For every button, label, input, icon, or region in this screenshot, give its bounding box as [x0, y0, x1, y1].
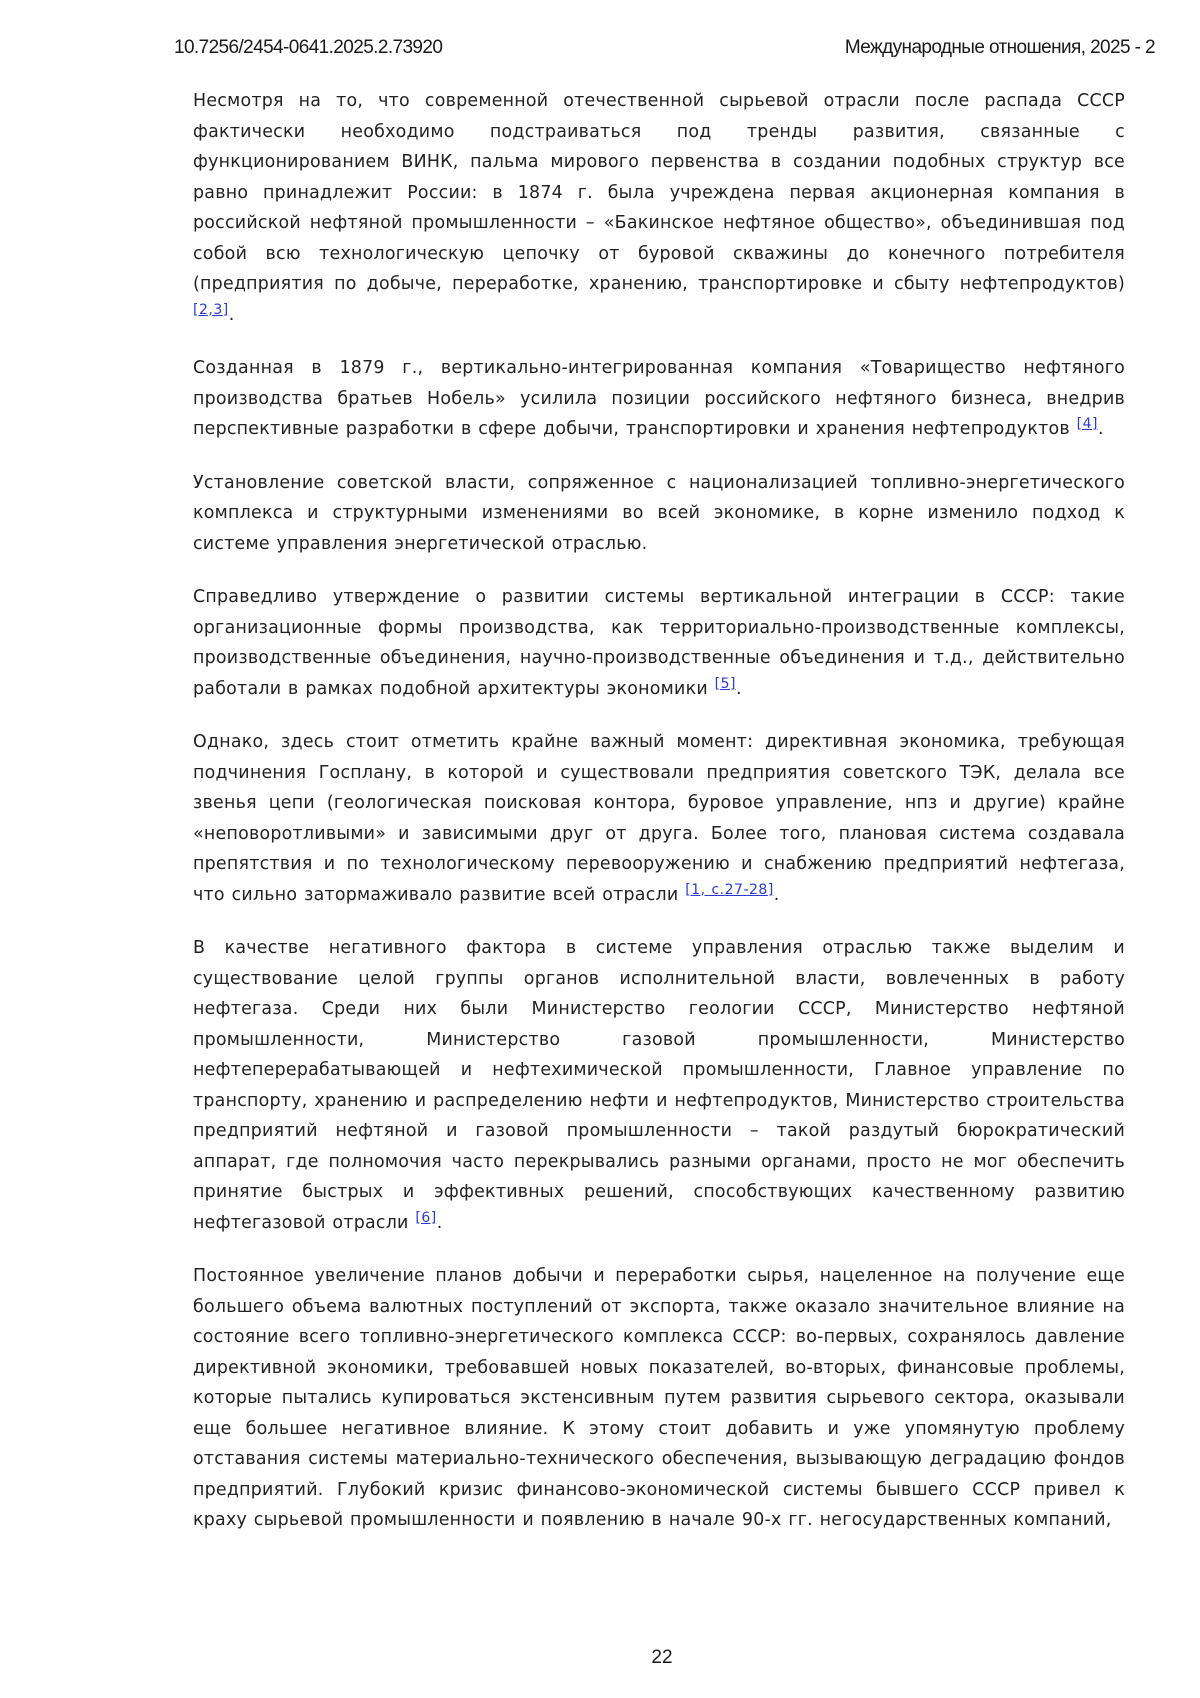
paragraph-text: Созданная в 1879 г., вертикально-интегрированная компания «Товарищество нефтяного производства братьев Нобель» усилила позиции российского нефтяного бизнеса, внедрив перспективные разработки в сфере добычи, транспортировки и хранения нефтепродуктов	[193, 358, 1125, 439]
doi-header: 10.7256/2454-0641.2025.2.73920	[174, 37, 442, 59]
journal-header: Международные отношения, 2025 - 2	[845, 37, 1155, 59]
paragraph-2: Созданная в 1879 г., вертикально-интегрированная компания «Товарищество нефтяного производства братьев Нобель» усилила позиции российского нефтяного бизнеса, внедрив перспективные разработки в сфере добычи, транспортировки и хранения нефтепродуктов [4].	[193, 353, 1125, 445]
paragraph-text: Однако, здесь стоит отметить крайне важный момент: директивная экономика, требующая подчинения Госплану, в которой и существовали предприятия советского ТЭК, делала все звенья цепи (геологическая поисковая контора, буровое управление, нпз и другие) крайне «неповоротливыми» и зависимыми друг от друга. Более того, плановая система создавала препятствия и по технологическому перевооружению и снабжению предприятий нефтегаза, что сильно затормаживало развитие всей отрасли	[193, 732, 1125, 905]
citation-link[interactable]: [5]	[715, 676, 736, 692]
paragraph-7	[193, 1261, 1125, 1536]
paragraph-text: Справедливо утверждение о развитии системы вертикальной интеграции в СССР: такие организационные формы производства, как территориально-производственные комплексы, производственные объединения, научно-производственные объединения и т.д., действительно работали в рамках подобной архитектуры экономики	[193, 587, 1125, 699]
article-body	[193, 86, 1125, 1559]
citation-link[interactable]: [6]	[415, 1210, 436, 1226]
paragraph-4: Справедливо утверждение о развитии системы вертикальной интеграции в СССР: такие организационные формы производства, как территориально-производственные комплексы, производственные объединения, научно-производственные объединения и т.д., действительно работали в рамках подобной архитектуры экономики [5].	[193, 582, 1125, 704]
citation-link[interactable]: [4]	[1077, 416, 1098, 432]
page-number: 22	[0, 1647, 1200, 1669]
paragraph-text: Несмотря на то, что современной отечественной сырьевой отрасли после распада СССР фактически необходимо подстраиваться под тренды развития, связанные с функционированием ВИНК, пальма мирового первенства в создании подобных структур все равно принадлежит России: в 1874 г. была учреждена первая акционерная компания в российской нефтяной промышленности – «Бакинское нефтяное общество», объединившая под собой всю технологическую цепочку от буровой скважины до конечного потребителя (предприятия по добыче, переработке, хранению, транспортировке и сбыту нефтепродуктов)	[193, 91, 1125, 294]
paragraph-text: Постоянное увеличение планов добычи и переработки сырья, нацеленное на получение еще большего объема валютных поступлений от экспорта, также оказало значительное влияние на состояние всего топливно-энергетического комплекса СССР: во-первых, сохранялось давление директивной экономики, требовавшей новых показателей, во-вторых, финансовые проблемы, которые пытались купироваться экстенсивным путем развития сырьевого сектора, оказывали еще большее негативное влияние. К этому стоит добавить и уже упомянутую проблему отставания системы материально-технического обеспечения, вызывающую деградацию фондов предприятий. Глубокий кризис финансово-экономической системы бывшего СССР привел к краху сырьевой промышленности и появлению в начале 90-х гг. негосударственных компаний,	[193, 1266, 1125, 1530]
citation-link[interactable]: [2,3]	[193, 302, 229, 318]
paragraph-5: Однако, здесь стоит отметить крайне важный момент: директивная экономика, требующая подчинения Госплану, в которой и существовали предприятия советского ТЭК, делала все звенья цепи (геологическая поисковая контора, буровое управление, нпз и другие) крайне «неповоротливыми» и зависимыми друг от друга. Более того, плановая система создавала препятствия и по технологическому перевооружению и снабжению предприятий нефтегаза, что сильно затормаживало развитие всей отрасли [1, с.27-28].	[193, 727, 1125, 910]
paragraph-text: Установление советской власти, сопряженное с национализацией топливно-энергетического комплекса и структурными изменениями во всей экономике, в корне изменило подход к системе управления энергетической отраслью.	[193, 473, 1125, 554]
paragraph-text: В качестве негативного фактора в системе управления отраслью также выделим и существование целой группы органов исполнительной власти, вовлеченных в работу нефтегаза. Среди них были Министерство геологии СССР, Министерство нефтяной промышленности, Министерство газовой промышленности, Министерство нефтеперерабатывающей и нефтехимической промышленности, Главное управление по транспорту, хранению и распределению нефти и нефтепродуктов, Министерство строительства предприятий нефтяной и газовой промышленности – такой раздутый бюрократический аппарат, где полномочия часто перекрывались разными органами, просто не мог обеспечить принятие быстрых и эффективных решений, способствующих качественному развитию нефтегазовой отрасли	[193, 938, 1125, 1233]
paragraph-6: В качестве негативного фактора в системе управления отраслью также выделим и существование целой группы органов исполнительной власти, вовлеченных в работу нефтегаза. Среди них были Министерство геологии СССР, Министерство нефтяной промышленности, Министерство газовой промышленности, Министерство нефтеперерабатывающей и нефтехимической промышленности, Главное управление по транспорту, хранению и распределению нефти и нефтепродуктов, Министерство строительства предприятий нефтяной и газовой промышленности – такой раздутый бюрократический аппарат, где полномочия часто перекрывались разными органами, просто не мог обеспечить принятие быстрых и эффективных решений, способствующих качественному развитию нефтегазовой отрасли [6].	[193, 933, 1125, 1238]
paragraph-3	[193, 468, 1125, 560]
citation-link[interactable]: [1, с.27-28]	[685, 882, 774, 898]
paragraph-1: Несмотря на то, что современной отечественной сырьевой отрасли после распада СССР фактически необходимо подстраиваться под тренды развития, связанные с функционированием ВИНК, пальма мирового первенства в создании подобных структур все равно принадлежит России: в 1874 г. была учреждена первая акционерная компания в российской нефтяной промышленности – «Бакинское нефтяное общество», объединившая под собой всю технологическую цепочку от буровой скважины до конечного потребителя (предприятия по добыче, переработке, хранению, транспортировке и сбыту нефтепродуктов) [2,3].	[193, 86, 1125, 330]
